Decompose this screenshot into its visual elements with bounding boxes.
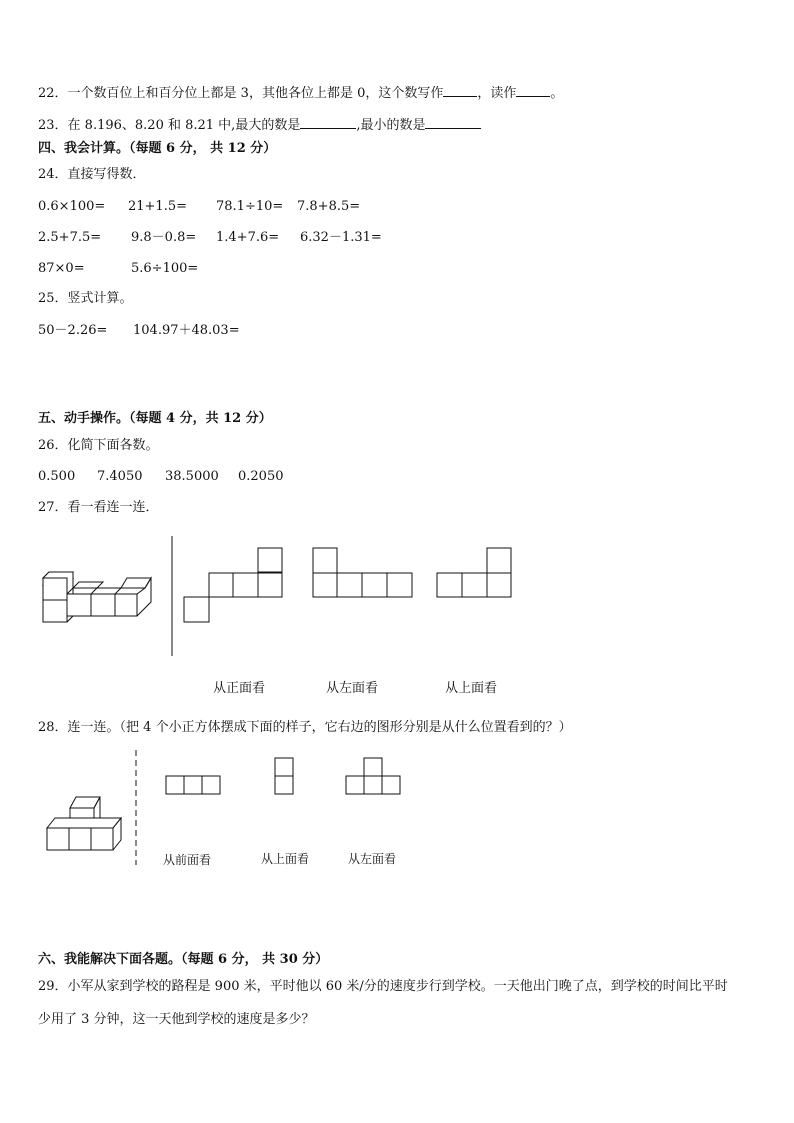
q24-item: 6.32－1.31= (300, 230, 382, 245)
q26-item: 0.2050 (238, 469, 284, 484)
q24-item: 87×0= (38, 261, 85, 276)
q22-text-b: ，读作 (477, 86, 517, 101)
section-6-title: 六、我能解决下面各题。（每题 6 分， 共 30 分） (38, 952, 329, 967)
q28-label-front: 从前面看 (163, 853, 212, 867)
q22-text-c: 。 (550, 86, 564, 101)
q23-number: 23． (38, 118, 68, 133)
q27-label-top: 从上面看 (445, 681, 498, 696)
q24-item: 2.5+7.5= (38, 230, 102, 245)
q23-text-a: 在 8.196、8.20 和 8.21 中,最大的数是 (67, 118, 301, 133)
q27-view-a (184, 548, 282, 622)
q28-label-left: 从左面看 (348, 852, 397, 866)
section-4-title: 四、我会计算。（每题 6 分， 共 12 分） (38, 141, 277, 156)
q26-item: 38.5000 (165, 469, 219, 484)
q22-text-a: 一个数百位上和百分位上都是 3，其他各位上都是 0，这个数写作 (67, 86, 444, 101)
q25-item: 50－2.26= (38, 323, 108, 338)
q24-item: 21+1.5= (128, 199, 188, 214)
q24-item: 1.4+7.6= (216, 230, 280, 245)
q24-item: 5.6÷100= (131, 261, 199, 276)
q26-item: 7.4050 (97, 469, 143, 484)
q26-item: 0.500 (38, 469, 76, 484)
section-5-title: 五、动手操作。（每题 4 分，共 12 分） (38, 411, 272, 426)
q28-title: 28．连一连。（把 4 个小正方体摆成下面的样子，它右边的图形分别是从什么位置看到的？） (38, 720, 572, 735)
q26-title: 26．化简下面各数。 (38, 438, 159, 453)
q27-view-b (313, 548, 412, 597)
q29-line-2: 少用了 3 分钟，这一天他到学校的速度是多少？ (38, 1012, 315, 1027)
q28-view-b (275, 758, 293, 794)
q27-label-front: 从正面看 (213, 681, 266, 696)
q28-view-c (346, 758, 400, 794)
q28-label-top: 从上面看 (261, 852, 310, 866)
q25-title: 25．竖式计算。 (38, 291, 133, 306)
q28-solid-figure (47, 797, 121, 850)
q23-text-b: ,最小的数是 (356, 118, 426, 133)
q27-view-c (437, 548, 511, 597)
q25-item: 104.97＋48.03= (133, 323, 240, 338)
q27-solid-figure (43, 572, 151, 622)
q27-label-left: 从左面看 (326, 681, 379, 696)
q24-item: 9.8－0.8= (131, 230, 197, 245)
q28-view-a (166, 776, 220, 794)
q27-title: 27．看一看连一连． (38, 500, 159, 515)
q24-item: 78.1÷10= (216, 199, 284, 214)
q24-item: 0.6×100= (38, 199, 106, 214)
q24-item: 7.8+8.5= (297, 199, 361, 214)
q29-line-1: 29．小军从家到学校的路程是 900 米，平时他以 60 米/分的速度步行到学校。一天他出门晚了点，到学校的时间比平时 (38, 979, 728, 994)
q24-title: 24．直接写得数． (38, 167, 146, 182)
q22-number: 22． (38, 86, 68, 101)
